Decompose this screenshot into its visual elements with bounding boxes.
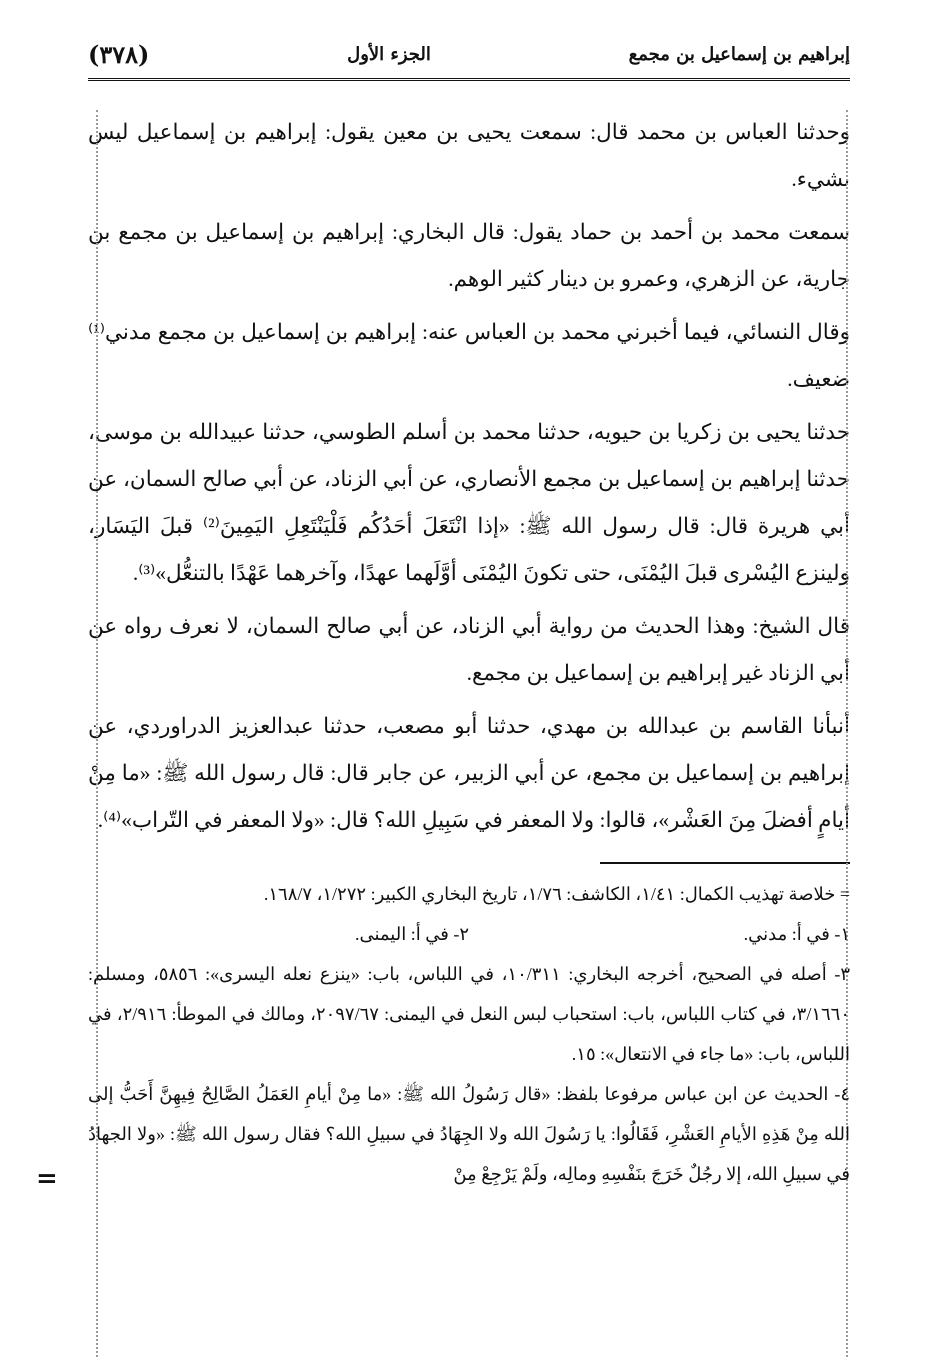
continuation-mark: = [36, 1164, 58, 1194]
paragraph: حدثنا يحيى بن زكريا بن حيويه، حدثنا محمد بن أسلم الطوسي، حدثنا عبيدالله بن موسى، حدثنا إبراهيم بن إسماعيل بن مجمع الأنصاري، عن أبي الزناد، عن أبي صالح السمان، عن أبي هريرة قال: قال رسول الله ﷺ: «إذا انْتَعَلَ أحَدُكُم فَلْيَنْتَعِلِ اليَمِينَ⁽²⁾ قبلَ اليَسَار، ولينزع اليُسْرى قبلَ اليُمْنَى، حتى تكونَ اليُمْنَى أوَّلَهما عهدًا، وآخرهما عَهْدًا بالتنعُّل»⁽³⁾. [88, 420, 850, 585]
page-header [88, 30, 850, 81]
footnote-4-wrap [36, 1074, 850, 1194]
footnote-continuation: = خلاصة تهذيب الكمال: ١/٤١، الكاشف: ١/٧٦، تاريخ البخاري الكبير: ١/٢٧٢، ١٦٨/٧. [263, 884, 850, 904]
footnote-4: ٤- الحديث عن ابن عباس مرفوعا بلفظ: «قال رَسُولُ الله ﷺ: «ما مِنْ أيامِ العَمَلُ الصَّالِحُ فِيهِنَّ أَحَبُّ إلى الله مِنْ هَذِهِ الأيامِ العَشْرِ، فَقَالُوا: يا رَسُولَ الله ولا الجِهَادُ في سبيلِ الله؟ فقال رسول الله ﷺ: «ولا الجهادُ في سبيلِ الله، إلا رجُلٌ خَرَجَ بنَفْسِهِ ومالِه، ولَمْ يَرْجِعْ مِنْ [88, 1084, 850, 1184]
footnote-2: ٢- في أ: اليمنى. [354, 924, 469, 944]
footnotes [36, 874, 851, 1194]
paragraph: وحدثنا العباس بن محمد قال: سمعت يحيى بن معين يقول: إبراهيم بن إسماعيل ليس بشيء. [88, 120, 850, 191]
footnote-separator [600, 862, 850, 864]
paragraph: قال الشيخ: وهذا الحديث من رواية أبي الزناد، عن أبي صالح السمان، لا نعرف رواه عن أبي الزناد غير إبراهيم بن إسماعيل بن مجمع. [88, 614, 850, 685]
main-text [88, 109, 850, 844]
paragraph: سمعت محمد بن أحمد بن حماد يقول: قال البخاري: إبراهيم بن إسماعيل بن مجمع بن جارية، عن الزهري، وعمرو بن دينار كثير الوهم. [88, 220, 850, 291]
paragraph: أنبأنا القاسم بن عبدالله بن مهدي، حدثنا أبو مصعب، حدثنا عبدالعزيز الدراوردي، عن إبراهيم بن إسماعيل بن مجمع، عن أبي الزبير، عن جابر قال: قال رسول الله ﷺ: «ما مِنْ أيامٍ أفضلَ مِنَ العَشْر»، قالوا: ولا المعفر في سَبِيلِ الله؟ قال: «ولا المعفر في التّراب»⁽⁴⁾. [88, 714, 850, 832]
header-topic: إبراهيم بن إسماعيل بن مجمع [628, 43, 850, 65]
footnote-row [88, 914, 850, 954]
header-volume: الجزء الأول [347, 43, 431, 65]
header-page-number: (٣٧٨) [88, 39, 150, 69]
footnote-3: ٣- أصله في الصحيح، أخرجه البخاري: ١٠/٣١١، في اللباس، باب: «ينزع نعله اليسرى»: ٥٨٥٦، ومسلم: ٣/١٦٦٠، في كتاب اللباس، باب: استحباب لبس النعل في اليمنى: ٢٠٩٧/٦٧، ومالك في الموطأ: ٢/٩١٦، في اللباس، باب: «ما جاء في الانتعال»: ١٥. [88, 964, 851, 1064]
paragraph: وقال النسائي، فيما أخبرني محمد بن العباس عنه: إبراهيم بن إسماعيل بن مجمع مدني⁽¹⁾ ضعيف. [88, 320, 850, 391]
footnote-1: ١- في أ: مدني. [743, 924, 850, 944]
